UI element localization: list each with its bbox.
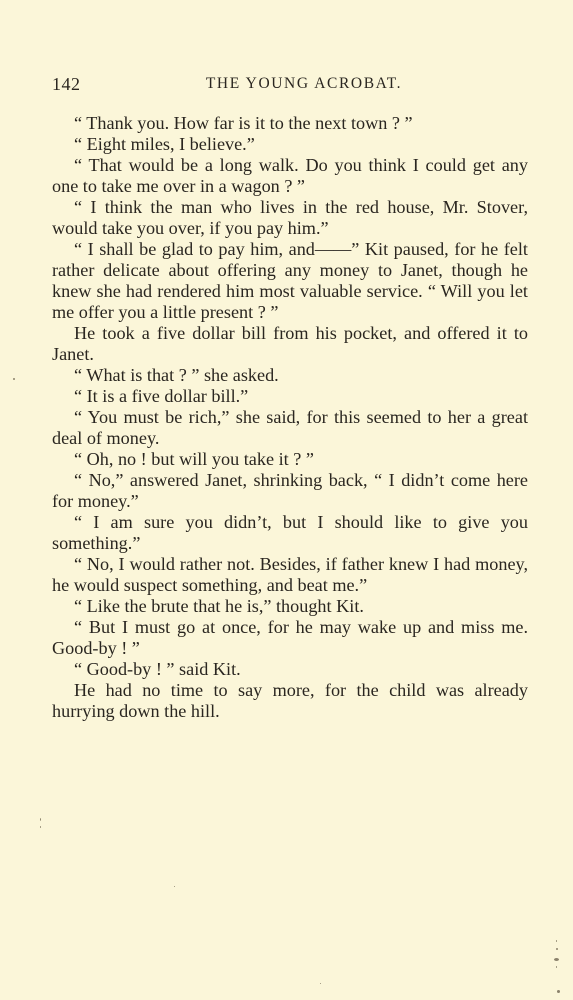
paragraph: “ You must be rich,” she said, for this seemed to her a great deal of money. bbox=[52, 407, 528, 448]
paragraph: “ No, I would rather not. Besides, if father knew I had money, he would suspect something, and beat me.” bbox=[52, 554, 528, 595]
paragraph: He took a five dollar bill from his pocket, and offered it to Janet. bbox=[52, 323, 528, 364]
body-text bbox=[52, 113, 528, 722]
paper-speck bbox=[40, 826, 41, 828]
paragraph: “ Eight miles, I believe.” bbox=[74, 134, 255, 154]
paper-speck bbox=[556, 948, 558, 950]
paper-speck bbox=[13, 378, 15, 380]
page-header bbox=[52, 74, 528, 98]
paragraph: “ I think the man who lives in the red house, Mr. Stover, would take you over, if you pay him.” bbox=[52, 197, 528, 238]
paragraph: “ Good-by ! ” said Kit. bbox=[74, 659, 241, 679]
paragraph: “ That would be a long walk. Do you think I could get any one to take me over in a wagon ? ” bbox=[52, 155, 528, 196]
paper-speck bbox=[320, 983, 321, 984]
paper-speck bbox=[554, 958, 559, 961]
paper-speck bbox=[556, 966, 557, 968]
paragraph: He had no time to say more, for the child was already hurrying down the hill. bbox=[52, 680, 528, 721]
paper-speck bbox=[557, 990, 560, 993]
running-head: THE YOUNG ACROBAT. bbox=[205, 75, 403, 92]
paragraph: “ I shall be glad to pay him, and——” Kit paused, for he felt rather delicate about offering any money to Janet, though he knew she had rendered him most valuable service. “ Will you let me offer you a little present ? ” bbox=[52, 239, 528, 322]
paragraph: “ It is a five dollar bill.” bbox=[74, 386, 249, 406]
paper-speck bbox=[556, 940, 557, 942]
paragraph: “ What is that ? ” she asked. bbox=[74, 365, 279, 385]
paragraph: “ No,” answered Janet, shrinking back, “ I didn’t come here for money.” bbox=[52, 470, 528, 511]
paragraph: “ I am sure you didn’t, but I should like to give you something.” bbox=[52, 512, 528, 553]
paragraph: “ Thank you. How far is it to the next town ? ” bbox=[74, 113, 413, 133]
paper-speck bbox=[174, 886, 175, 887]
paragraph: “ Like the brute that he is,” thought Kit. bbox=[74, 596, 364, 616]
paragraph: “ Oh, no ! but will you take it ? ” bbox=[74, 449, 314, 469]
paragraph: “ But I must go at once, for he may wake up and miss me. Good-by ! ” bbox=[52, 617, 528, 658]
page-number: 142 bbox=[52, 74, 81, 94]
paper-speck bbox=[40, 818, 41, 821]
